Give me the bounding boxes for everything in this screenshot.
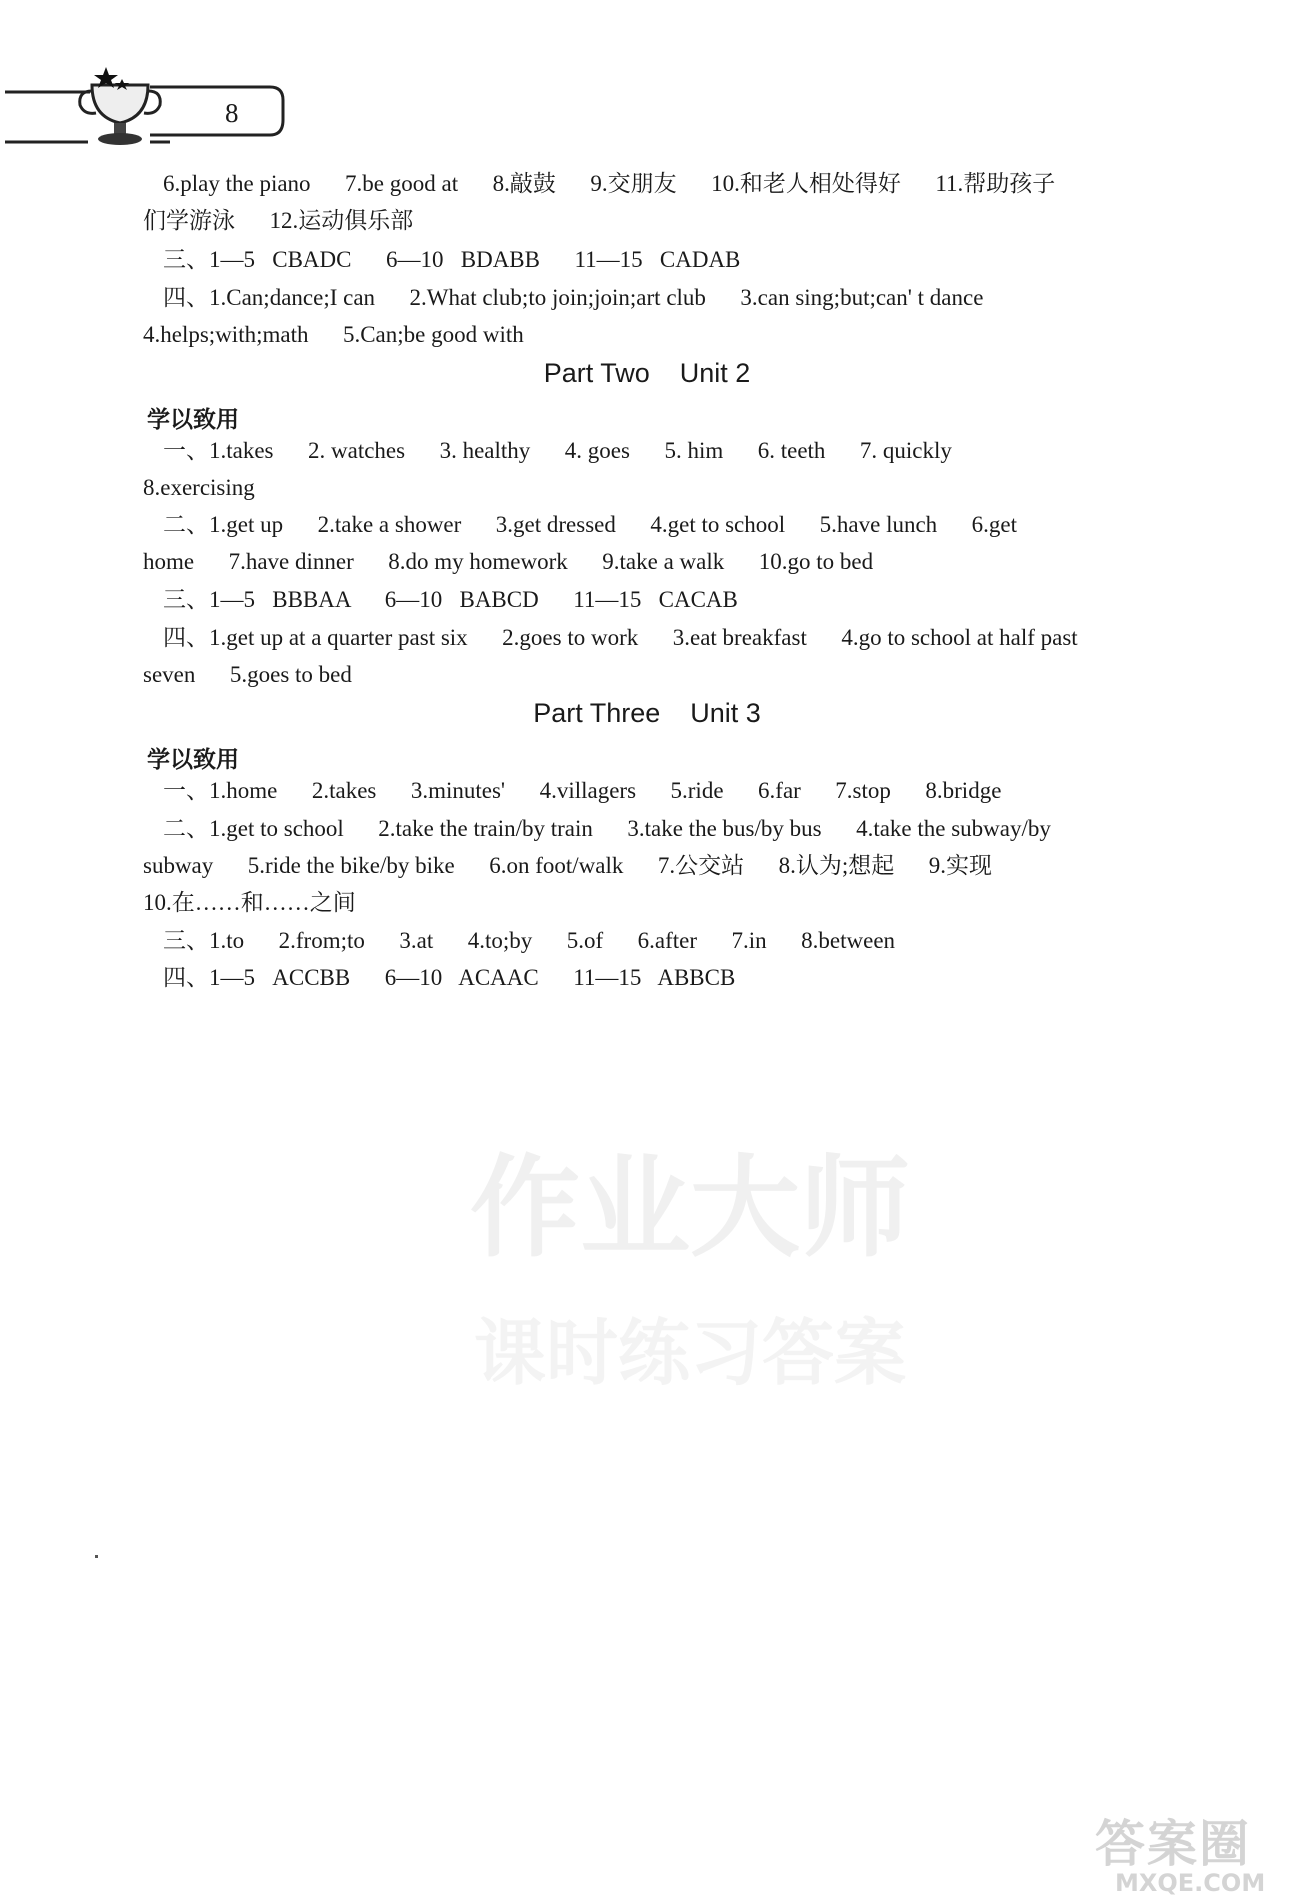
answer-line: 四、1.Can;dance;I can 2.What club;to join;join;art club 3.can sing;but;can' t dance: [163, 285, 984, 310]
section-subheading: 学以致用: [147, 747, 239, 773]
answer-line: subway 5.ride the bike/by bike 6.on foot/walk 7.公交站 8.认为;想起 9.实现: [143, 853, 993, 878]
corner-watermark-logo: [1095, 1815, 1285, 1897]
answer-line: home 7.have dinner 8.do my homework 9.take a walk 10.go to bed: [143, 549, 874, 574]
answer-line: 10.在……和……之间: [143, 890, 356, 915]
page-header-ornament: [0, 55, 300, 150]
answer-line: 二、1.get up 2.take a shower 3.get dressed 4.get to school 5.have lunch 6.get: [163, 512, 1018, 537]
corner-logo-title: 答案圈: [1095, 1815, 1251, 1873]
answer-line: 们学游泳 12.运动俱乐部: [143, 208, 414, 233]
answer-line: 一、1.home 2.takes 3.minutes' 4.villagers 5.ride 6.far 7.stop 8.bridge: [163, 778, 1002, 803]
answer-line: 4.helps;with;math 5.Can;be good with: [143, 322, 524, 347]
watermark-logo-subtitle: 课时练习答案: [473, 1311, 906, 1395]
answer-line: 一、1.takes 2. watches 3. healthy 4. goes 5. him 6. teeth 7. quickly: [163, 438, 952, 463]
answer-line: 三、1—5 BBBAA 6—10 BABCD 11—15 CACAB: [163, 587, 738, 612]
answer-line: 三、1—5 CBADC 6—10 BDABB 11—15 CADAB: [163, 247, 741, 272]
page-number: 8: [225, 98, 239, 128]
section-heading-unit-2: Part Two Unit 2: [543, 358, 751, 388]
answer-line: 四、1.get up at a quarter past six 2.goes to work 3.eat breakfast 4.go to school at half past: [163, 625, 1078, 650]
scan-speck: [95, 1555, 98, 1558]
answer-line: seven 5.goes to bed: [143, 662, 352, 687]
answer-line: 6.play the piano 7.be good at 8.敲鼓 9.交朋友 10.和老人相处得好 11.帮助孩子: [163, 171, 1056, 196]
answer-line: 三、1.to 2.from;to 3.at 4.to;by 5.of 6.after 7.in 8.between: [163, 928, 896, 953]
section-subheading: 学以致用: [147, 407, 239, 433]
corner-logo-url: MXQE.COM: [1115, 1869, 1266, 1897]
answer-line: 二、1.get to school 2.take the train/by train 3.take the bus/by bus 4.take the subway/by: [163, 816, 1051, 841]
section-heading-unit-3: Part Three Unit 3: [533, 698, 761, 728]
trophy-icon: [80, 67, 161, 145]
answer-line: 8.exercising: [143, 475, 255, 500]
answer-line: 四、1—5 ACCBB 6—10 ACAAC 11—15 ABBCB: [163, 965, 736, 990]
watermark-logo: 作业大师: [470, 1144, 910, 1272]
